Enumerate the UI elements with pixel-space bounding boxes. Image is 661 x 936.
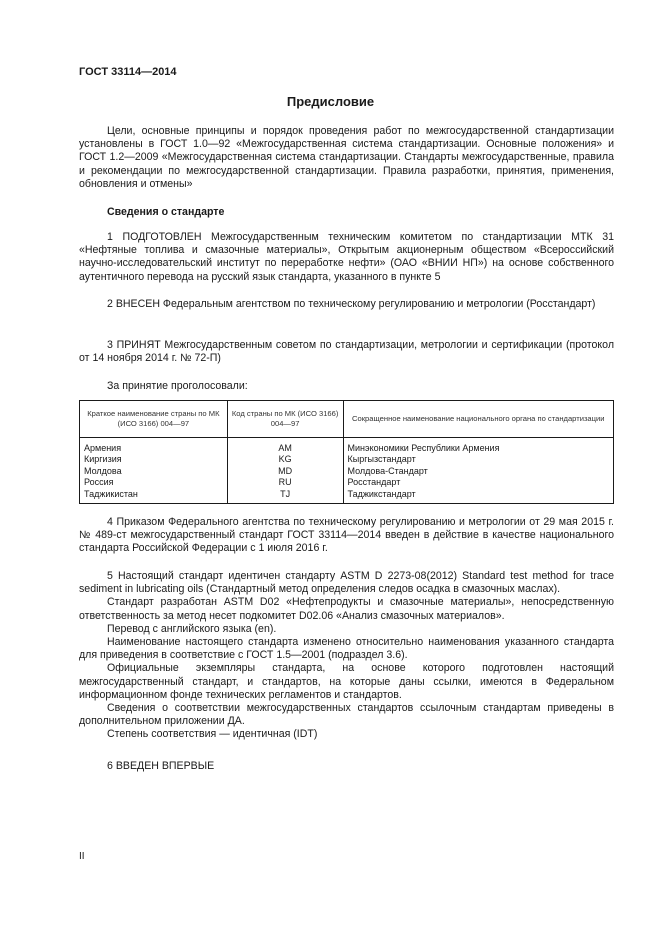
code-cell: TJ xyxy=(227,489,343,504)
table-row xyxy=(80,466,614,477)
table-header-row xyxy=(80,401,614,438)
item-3 xyxy=(79,339,614,365)
table-row xyxy=(80,489,614,504)
item-1 xyxy=(79,231,614,284)
country-cell: Таджикистан xyxy=(80,489,228,504)
document-header: ГОСТ 33114—2014 xyxy=(79,66,177,78)
item-5-text-5: Официальные экземпляры стандарта, на основе которого подготовлен настоящий межгосударственный стандарт, и стандартов, на которые даны ссылки, имеются в Федеральном информационном фонде технических регламентов и стандартов. xyxy=(79,662,614,701)
code-cell: KG xyxy=(227,454,343,465)
country-cell: Россия xyxy=(80,477,228,488)
item-5-text-4: Наименование настоящего стандарта изменено относительно наименования указанного стандарта для приведения в соответствие с ГОСТ 1.5—2001 (подраздел 3.6). xyxy=(79,636,614,662)
header-country-code: Код страны по МК (ИСО 3166) 004—97 xyxy=(227,401,343,438)
body-cell: Молдова-Стандарт xyxy=(343,466,613,477)
vote-label: За принятие проголосовали: xyxy=(107,380,248,392)
body-cell: Кыргызстандарт xyxy=(343,454,613,465)
intro-text: Цели, основные принципы и порядок проведения работ по межгосударственной стандартизации установлены в ГОСТ 1.0—92 «Межгосударственная система стандартизации. Основные положения» и ГОСТ 1.2—2009 «Межгосударственная система стандартизации. Стандарты межгосударственные, правила и рекомендации по межгосударственной стандартизации. Правила разработки, принятия, применения, обновления и отмены» xyxy=(79,125,614,190)
item-5-text-1: 5 Настоящий стандарт идентичен стандарту ASTM D 2273-08(2012) Standard test method for trace sediment in lubricating oils (Стандартный метод определения следов осадка в смазочных маслах). xyxy=(79,570,614,596)
item-1-text: 1 ПОДГОТОВЛЕН Межгосударственным техническим комитетом по стандартизации МТК 31 «Нефтяные топлива и смазочные материалы», Открытым акционерным обществом «Всероссийский научно-исследовательский институт по переработке нефти» (ОАО «ВНИИ НП») на основе собственного аутентичного перевода на русский язык стандарта, указанного в пункте 5 xyxy=(79,231,614,283)
item-5-text-6: Сведения о соответствии межгосударственных стандартов ссылочным стандартам приведены в дополнительном приложении ДА. xyxy=(79,702,614,728)
item-6 xyxy=(79,760,614,773)
intro-paragraph xyxy=(79,125,614,191)
item-4-text: 4 Приказом Федерального агентства по техническому регулированию и метрологии от 29 мая 2015 г. № 489-ст межгосударственный стандарт ГОСТ 33114—2014 введен в действие в качестве национального стандарта Российской Федерации с 1 июля 2016 г. xyxy=(79,516,614,555)
page-title: Предисловие xyxy=(286,94,375,109)
page-number: II xyxy=(79,851,85,862)
item-6-text: 6 ВВЕДЕН ВПЕРВЫЕ xyxy=(107,760,215,772)
code-cell: MD xyxy=(227,466,343,477)
item-3-text: 3 ПРИНЯТ Межгосударственным советом по стандартизации, метрологии и сертификации (протокол от 14 ноября 2014 г. № 72-П) xyxy=(79,339,614,365)
table-row xyxy=(80,454,614,465)
item-4 xyxy=(79,516,614,556)
item-5-text-3: Перевод с английского языка (en). xyxy=(107,622,277,635)
body-cell: Таджикстандарт xyxy=(343,489,613,504)
body-cell: Росстандарт xyxy=(343,477,613,488)
code-cell: RU xyxy=(227,477,343,488)
item-5-text-7: Степень соответствия — идентичная (IDT) xyxy=(107,728,318,741)
table-row xyxy=(80,438,614,455)
item-5-text-2: Стандарт разработан ASTM D02 «Нефтепродукты и смазочные материалы», непосредственную ответственность за метод несет подкомитет D02.06 «Анализ смазочных материалов». xyxy=(79,596,614,622)
item-2-text: 2 ВНЕСЕН Федеральным агентством по техническому регулированию и метрологии (Росстандарт) xyxy=(107,298,596,310)
country-cell: Армения xyxy=(80,438,228,455)
header-country-name: Краткое наименование страны по МК (ИСО 3166) 004—97 xyxy=(80,401,228,438)
body-cell: Минэкономики Республики Армения xyxy=(343,438,613,455)
table-row xyxy=(80,477,614,488)
header-standards-body: Сокращенное наименование национального органа по стандартизации xyxy=(343,401,613,438)
item-5 xyxy=(79,570,614,742)
section-heading: Сведения о стандарте xyxy=(107,206,225,218)
voting-table xyxy=(79,400,614,504)
code-cell: AM xyxy=(227,438,343,455)
country-cell: Молдова xyxy=(80,466,228,477)
country-cell: Киргизия xyxy=(80,454,228,465)
item-2 xyxy=(79,298,614,311)
